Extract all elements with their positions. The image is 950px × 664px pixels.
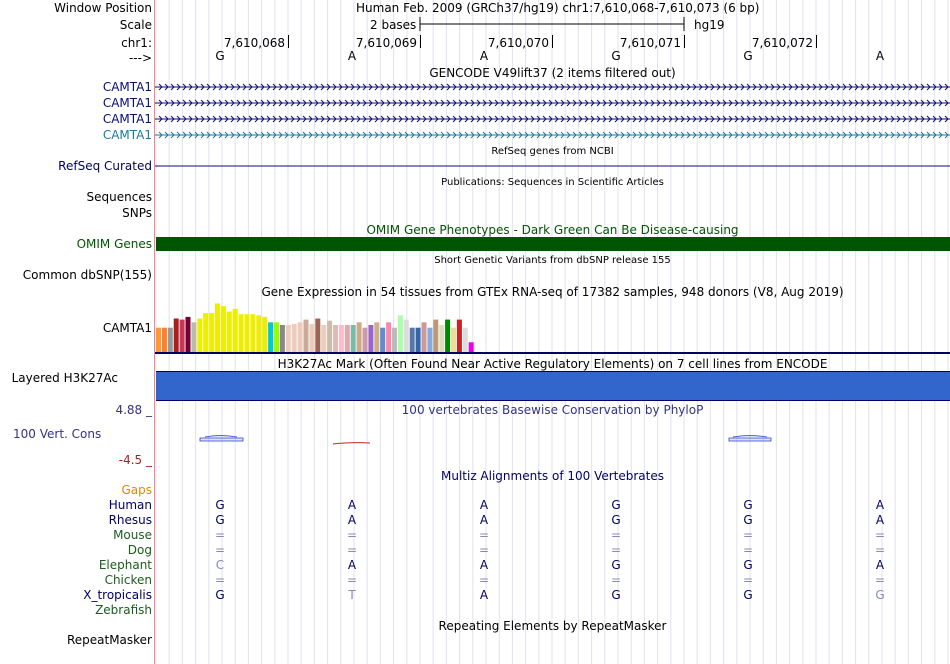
refseq-label[interactable]: RefSeq Curated bbox=[58, 159, 152, 173]
gtex-tissue-bar[interactable] bbox=[298, 322, 303, 352]
alignment-base: T bbox=[348, 588, 356, 602]
gtex-tissue-bar[interactable] bbox=[327, 321, 332, 352]
gtex-tissue-bar[interactable] bbox=[274, 322, 279, 352]
dbsnp-track-title[interactable]: Short Genetic Variants from dbSNP release 155 bbox=[434, 255, 671, 266]
alignment-base: = bbox=[346, 573, 358, 587]
reference-base: G bbox=[743, 49, 753, 63]
gtex-tissue-bar[interactable] bbox=[304, 320, 309, 352]
gtex-tissue-bar[interactable] bbox=[180, 320, 185, 352]
strand-label: ---> bbox=[128, 51, 152, 65]
alignment-base: = bbox=[346, 543, 358, 557]
scale-label: Scale bbox=[119, 18, 152, 32]
gtex-tissue-bar[interactable] bbox=[439, 325, 444, 352]
gtex-tissue-bar[interactable] bbox=[457, 320, 462, 352]
alignment-base: = bbox=[610, 573, 622, 587]
alignment-base: = bbox=[742, 528, 754, 542]
alignment-base: = bbox=[742, 573, 754, 587]
alignment-base: = bbox=[478, 528, 490, 542]
gencode-transcript[interactable] bbox=[155, 99, 950, 107]
gtex-tissue-bar[interactable] bbox=[422, 322, 427, 352]
gtex-tissue-bar[interactable] bbox=[427, 328, 432, 352]
assembly-title: Human Feb. 2009 (GRCh37/hg19) chr1:7,610,068-7,610,073 (6 bp) bbox=[356, 1, 760, 15]
reference-base: G bbox=[215, 49, 225, 63]
h3k27ac-label[interactable]: Layered H3K27Ac bbox=[11, 371, 118, 385]
alignment-base: = bbox=[346, 528, 358, 542]
reference-base: A bbox=[479, 49, 489, 63]
gtex-tissue-bar[interactable] bbox=[469, 342, 474, 352]
alignment-base: G bbox=[743, 558, 753, 572]
gtex-tissue-bar[interactable] bbox=[345, 325, 350, 352]
alignment-base: = bbox=[214, 528, 226, 542]
h3k27ac-border bbox=[156, 400, 950, 401]
alignment-base: = bbox=[478, 573, 490, 587]
gencode-item-label[interactable]: CAMTA1 bbox=[102, 96, 152, 110]
gtex-tissue-bar[interactable] bbox=[445, 320, 450, 352]
alignment-base: = bbox=[742, 543, 754, 557]
alignment-base: A bbox=[479, 513, 489, 527]
alignment-base: G bbox=[743, 498, 753, 512]
gtex-tissue-bar[interactable] bbox=[162, 328, 167, 352]
gtex-tissue-bar[interactable] bbox=[186, 317, 191, 352]
position-tick bbox=[288, 35, 289, 48]
alignment-base: C bbox=[215, 558, 225, 572]
gtex-tissue-bar[interactable] bbox=[239, 314, 244, 352]
scale-bar bbox=[0, 0, 950, 40]
gencode-item-label[interactable]: CAMTA1 bbox=[102, 128, 152, 142]
position-tick-label: 7,610,071 bbox=[619, 36, 681, 50]
h3k27ac-border bbox=[156, 371, 950, 372]
reference-base: A bbox=[347, 49, 357, 63]
gtex-track-title[interactable]: Gene Expression in 54 tissues from GTEx RNA-seq of 17382 samples, 948 donors (V8, Aug 2019) bbox=[261, 285, 844, 299]
gencode-transcript[interactable] bbox=[155, 83, 950, 91]
gtex-tissue-bar[interactable] bbox=[233, 309, 238, 352]
gtex-tissue-bar[interactable] bbox=[256, 315, 261, 352]
gtex-tissue-bar[interactable] bbox=[168, 328, 173, 352]
alignment-base: A bbox=[875, 498, 885, 512]
gaps-label[interactable]: Gaps bbox=[121, 483, 152, 497]
gtex-tissue-bar[interactable] bbox=[416, 328, 421, 352]
gtex-tissue-bar[interactable] bbox=[321, 325, 326, 352]
gtex-tissue-bar[interactable] bbox=[333, 325, 338, 352]
alignment-base: G bbox=[743, 588, 753, 602]
alignment-base: A bbox=[347, 513, 357, 527]
gtex-tissue-bar[interactable] bbox=[357, 322, 362, 352]
gtex-tissue-bar[interactable] bbox=[262, 317, 267, 352]
phylop-track-title[interactable]: 100 vertebrates Basewise Conservation by PhyloP bbox=[401, 403, 704, 417]
phylop-label[interactable]: 100 Vert. Cons bbox=[13, 427, 102, 441]
gtex-tissue-bar[interactable] bbox=[386, 322, 391, 352]
gtex-tissue-bar[interactable] bbox=[221, 306, 226, 352]
alignment-base: = bbox=[214, 543, 226, 557]
position-tick-label: 7,610,069 bbox=[355, 36, 417, 50]
position-tick bbox=[420, 35, 421, 48]
gtex-tissue-bar[interactable] bbox=[268, 322, 273, 352]
alignment-base: G bbox=[611, 558, 621, 572]
gtex-tissue-bar[interactable] bbox=[292, 324, 297, 352]
gtex-tissue-bar[interactable] bbox=[380, 328, 385, 352]
repeatmasker-track-title[interactable]: Repeating Elements by RepeatMasker bbox=[438, 619, 667, 633]
gtex-tissue-bar[interactable] bbox=[197, 319, 202, 352]
position-tick-label: 7,610,072 bbox=[751, 36, 813, 50]
refseq-gene-line[interactable] bbox=[155, 165, 950, 168]
position-tick bbox=[816, 35, 817, 48]
alignment-base: G bbox=[875, 588, 885, 602]
omim-track-title[interactable]: OMIM Gene Phenotypes - Dark Green Can Be Disease-causing bbox=[366, 223, 739, 237]
alignment-base: A bbox=[347, 498, 357, 512]
gtex-tissue-bar[interactable] bbox=[156, 328, 161, 352]
alignment-base: A bbox=[479, 558, 489, 572]
phylop-min-label: -4.5 _ bbox=[118, 453, 152, 467]
h3k27ac-track-title[interactable]: H3K27Ac Mark (Often Found Near Active Regulatory Elements) on 7 cell lines from ENCODE bbox=[277, 357, 828, 371]
gtex-label[interactable]: CAMTA1 bbox=[102, 321, 152, 335]
alignment-base: = bbox=[874, 573, 886, 587]
alignment-base: A bbox=[479, 498, 489, 512]
gencode-item-label[interactable]: CAMTA1 bbox=[102, 112, 152, 126]
alignment-base: = bbox=[214, 573, 226, 587]
gtex-tissue-bar[interactable] bbox=[374, 322, 379, 352]
gtex-tissue-bar[interactable] bbox=[339, 325, 344, 352]
scale-db: hg19 bbox=[694, 18, 725, 32]
gtex-tissue-bar[interactable] bbox=[315, 319, 320, 352]
dbsnp-label[interactable]: Common dbSNP(155) bbox=[22, 268, 152, 282]
position-tick-label: 7,610,068 bbox=[223, 36, 285, 50]
gtex-tissue-bar[interactable] bbox=[404, 320, 409, 352]
phylop-signal[interactable] bbox=[155, 420, 950, 460]
gtex-tissue-bar[interactable] bbox=[451, 328, 456, 352]
alignment-base: = bbox=[610, 528, 622, 542]
omim-gene-bar[interactable] bbox=[156, 237, 950, 251]
alignment-base: = bbox=[874, 528, 886, 542]
alignment-base: A bbox=[875, 558, 885, 572]
species-label[interactable]: Elephant bbox=[98, 558, 152, 572]
alignment-base: G bbox=[611, 498, 621, 512]
repeatmasker-label[interactable]: RepeatMasker bbox=[66, 633, 152, 647]
species-label[interactable]: Human bbox=[108, 498, 152, 512]
alignment-base: A bbox=[875, 513, 885, 527]
gtex-expression-chart[interactable] bbox=[155, 298, 950, 354]
gtex-tissue-bar[interactable] bbox=[203, 313, 208, 352]
gtex-tissue-bar[interactable] bbox=[250, 314, 255, 352]
species-label[interactable]: Zebrafish bbox=[95, 603, 152, 617]
position-tick bbox=[552, 35, 553, 48]
species-label[interactable]: X_tropicalis bbox=[83, 588, 152, 602]
chrom-label: chr1: bbox=[121, 36, 152, 50]
species-label[interactable]: Dog bbox=[127, 543, 152, 557]
sequences-label[interactable]: Sequences bbox=[86, 190, 152, 204]
snps-label[interactable]: SNPs bbox=[122, 206, 152, 220]
multiz-track-title[interactable]: Multiz Alignments of 100 Vertebrates bbox=[440, 469, 665, 483]
gtex-tissue-bar[interactable] bbox=[209, 313, 214, 352]
gtex-tissue-bar[interactable] bbox=[368, 325, 373, 352]
position-tick-label: 7,610,070 bbox=[487, 36, 549, 50]
gtex-tissue-bar[interactable] bbox=[392, 328, 397, 352]
species-label[interactable]: Mouse bbox=[113, 528, 152, 542]
alignment-base: G bbox=[611, 513, 621, 527]
scale-text: 2 bases bbox=[370, 18, 417, 32]
alignment-base: A bbox=[347, 558, 357, 572]
gtex-tissue-bar[interactable] bbox=[309, 324, 314, 352]
refseq-track-title[interactable]: RefSeq genes from NCBI bbox=[491, 146, 614, 157]
alignment-base: = bbox=[478, 543, 490, 557]
alignment-base: = bbox=[874, 543, 886, 557]
h3k27ac-signal[interactable] bbox=[156, 372, 950, 400]
alignment-base: G bbox=[215, 513, 225, 527]
alignment-base: = bbox=[610, 543, 622, 557]
gtex-tissue-bar[interactable] bbox=[191, 322, 196, 352]
reference-base: G bbox=[611, 49, 621, 63]
gtex-tissue-bar[interactable] bbox=[351, 325, 356, 352]
gtex-tissue-bar[interactable] bbox=[280, 325, 285, 352]
gtex-tissue-bar[interactable] bbox=[398, 315, 403, 352]
gtex-tissue-bar[interactable] bbox=[215, 303, 220, 352]
reference-base: A bbox=[875, 49, 885, 63]
gencode-item-label[interactable]: CAMTA1 bbox=[102, 80, 152, 94]
gtex-tissue-bar[interactable] bbox=[227, 312, 232, 353]
publications-track-title[interactable]: Publications: Sequences in Scientific Articles bbox=[441, 177, 664, 188]
gtex-tissue-bar[interactable] bbox=[363, 328, 368, 352]
position-tick bbox=[684, 35, 685, 48]
gtex-tissue-bar[interactable] bbox=[286, 325, 291, 352]
species-label[interactable]: Chicken bbox=[104, 573, 152, 587]
omim-label[interactable]: OMIM Genes bbox=[76, 237, 152, 251]
alignment-base: G bbox=[215, 588, 225, 602]
gtex-tissue-bar[interactable] bbox=[410, 328, 415, 352]
gencode-track-title[interactable]: GENCODE V49lift37 (2 items filtered out) bbox=[429, 66, 676, 80]
gtex-tissue-bar[interactable] bbox=[463, 328, 468, 352]
phylop-max-label: 4.88 _ bbox=[115, 403, 152, 417]
window-position-label: Window Position bbox=[54, 1, 152, 15]
alignment-base: G bbox=[611, 588, 621, 602]
alignment-base: G bbox=[215, 498, 225, 512]
gencode-transcript[interactable] bbox=[155, 115, 950, 123]
gtex-tissue-bar[interactable] bbox=[433, 320, 438, 352]
gtex-tissue-bar[interactable] bbox=[245, 314, 250, 352]
gencode-transcript[interactable] bbox=[155, 131, 950, 139]
alignment-base: A bbox=[479, 588, 489, 602]
alignment-base: G bbox=[743, 513, 753, 527]
species-label[interactable]: Rhesus bbox=[108, 513, 152, 527]
gtex-tissue-bar[interactable] bbox=[174, 319, 179, 352]
